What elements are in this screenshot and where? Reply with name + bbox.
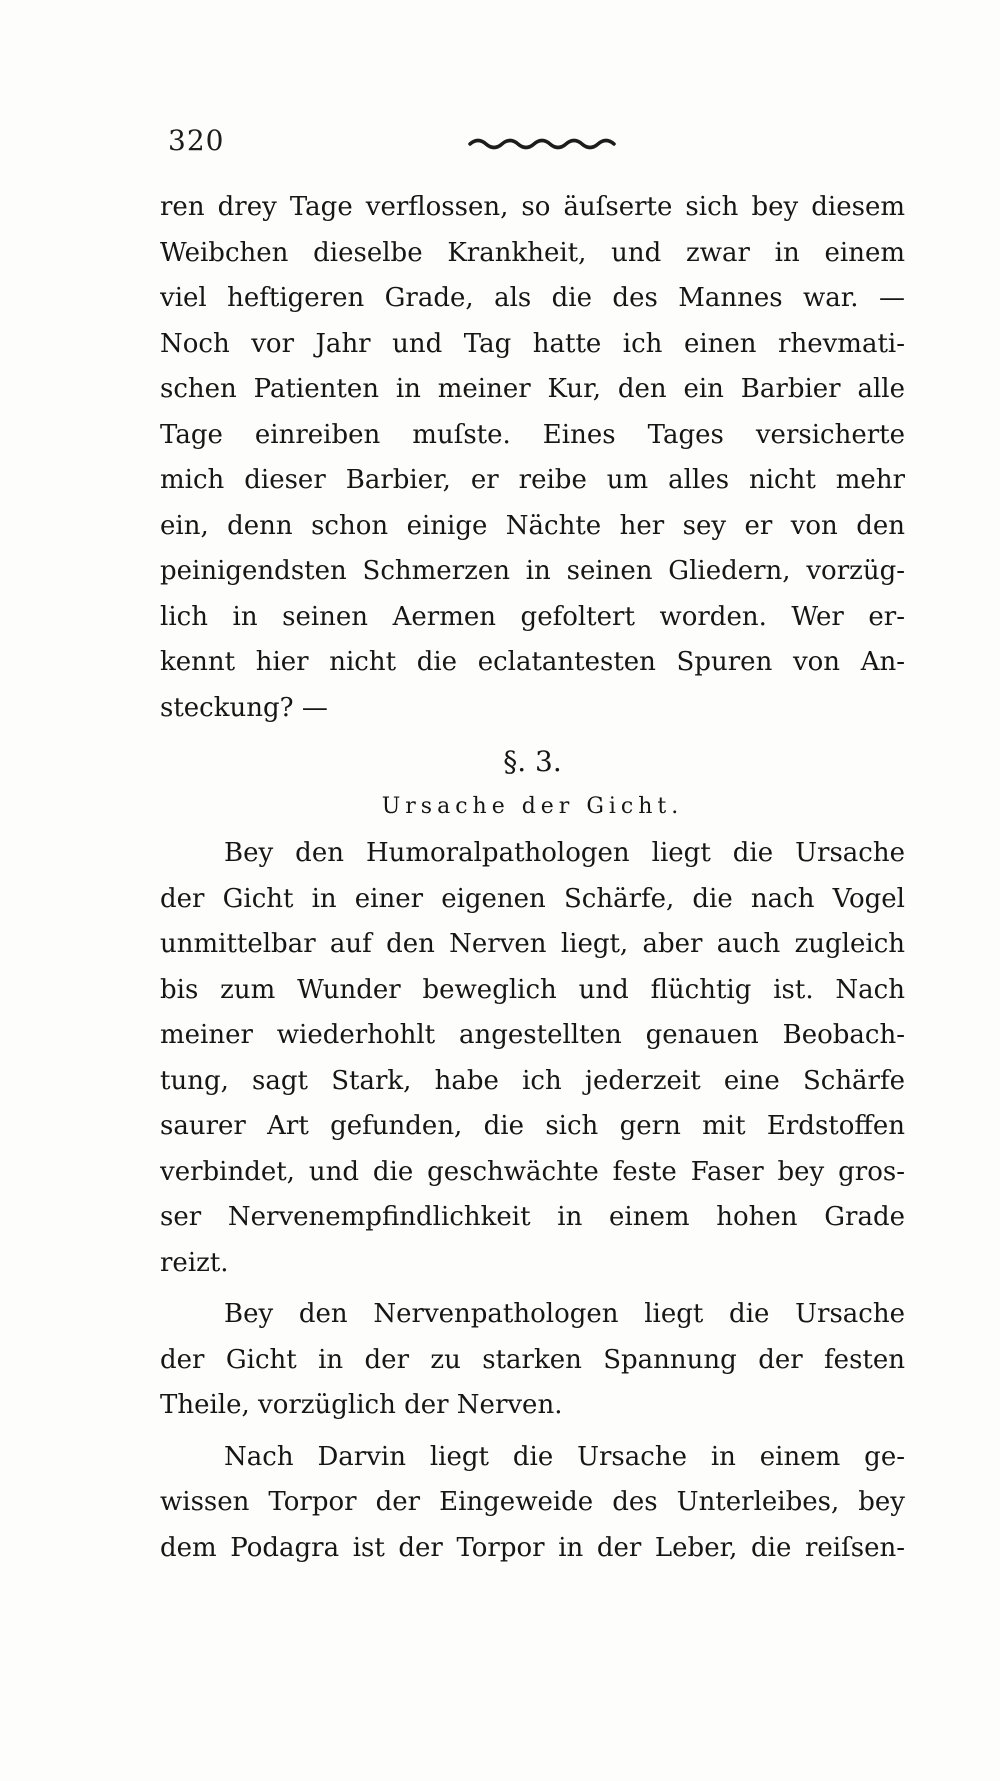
text-line: dem Podagra ist der Torpor in der Leber, die reiſsen-	[160, 1532, 905, 1563]
text-line: Nach Darvin liegt die Ursache in einem ge-	[224, 1441, 905, 1472]
paragraph-2	[160, 831, 905, 1286]
paragraph-1	[160, 185, 905, 731]
body-text	[160, 185, 905, 1571]
text-line: ein, denn schon einige Nächte her sey er von den	[160, 510, 905, 541]
text-line: tung, sagt Stark, habe ich jederzeit eine Schärfe	[160, 1065, 905, 1096]
text-line: wissen Torpor der Eingeweide des Unterleibes, bey	[160, 1487, 905, 1517]
text-line: viel heftigeren Grade, als die des Mannes war. —	[160, 283, 905, 313]
page-header	[168, 118, 908, 168]
text-line: Weibchen dieselbe Krankheit, und zwar in einem	[160, 237, 905, 268]
text-line: Theile, vorzüglich der Nerven.	[160, 1390, 563, 1420]
text-line: Bey den Nervenpathologen liegt die Ursache	[224, 1299, 905, 1329]
paragraph-3	[160, 1292, 905, 1429]
text-line: steckung? —	[160, 692, 328, 723]
header-ornament-icon	[468, 132, 618, 152]
text-line: meiner wiederhohlt angestellten genauen Beobach-	[160, 1020, 905, 1050]
text-line: Noch vor Jahr und Tag hatte ich einen rhevmati-	[160, 328, 905, 359]
text-line: saurer Art gefunden, die sich gern mit Erdstoffen	[160, 1111, 905, 1141]
text-line: der Gicht in der zu starken Spannung der festen	[160, 1344, 905, 1375]
text-line: peinigendsten Schmerzen in seinen Gliedern, vorzüg-	[160, 556, 905, 586]
text-line: Tage einreiben muſste. Eines Tages versicherte	[160, 419, 905, 450]
text-line: der Gicht in einer eigenen Schärfe, die nach Vogel	[160, 883, 905, 914]
text-line: Bey den Humoralpathologen liegt die Ursache	[224, 838, 905, 868]
text-line: ren drey Tage verflossen, so äuſserte sich bey diesem	[160, 192, 905, 222]
text-line: mich dieser Barbier, er reibe um alles nicht mehr	[160, 465, 905, 495]
section-title: Ursache der Gicht.	[381, 794, 684, 819]
text-line: schen Patienten in meiner Kur, den ein Barbier alle	[160, 374, 905, 404]
page-number: 320	[168, 124, 225, 157]
text-line: unmittelbar auf den Nerven liegt, aber auch zugleich	[160, 929, 905, 959]
text-line: reizt.	[160, 1247, 229, 1278]
text-line: kennt hier nicht die eclatantesten Spuren von An-	[160, 647, 905, 677]
text-line: ser Nervenempfindlichkeit in einem hohen Grade	[160, 1202, 905, 1232]
text-line: lich in seinen Aermen gefoltert worden. Wer er-	[160, 601, 905, 632]
text-line: bis zum Wunder beweglich und flüchtig ist. Nach	[160, 974, 905, 1005]
text-line: verbindet, und die geschwächte feste Faser bey gros-	[160, 1156, 905, 1187]
section-number: §. 3.	[503, 745, 562, 778]
paragraph-4	[160, 1435, 905, 1572]
